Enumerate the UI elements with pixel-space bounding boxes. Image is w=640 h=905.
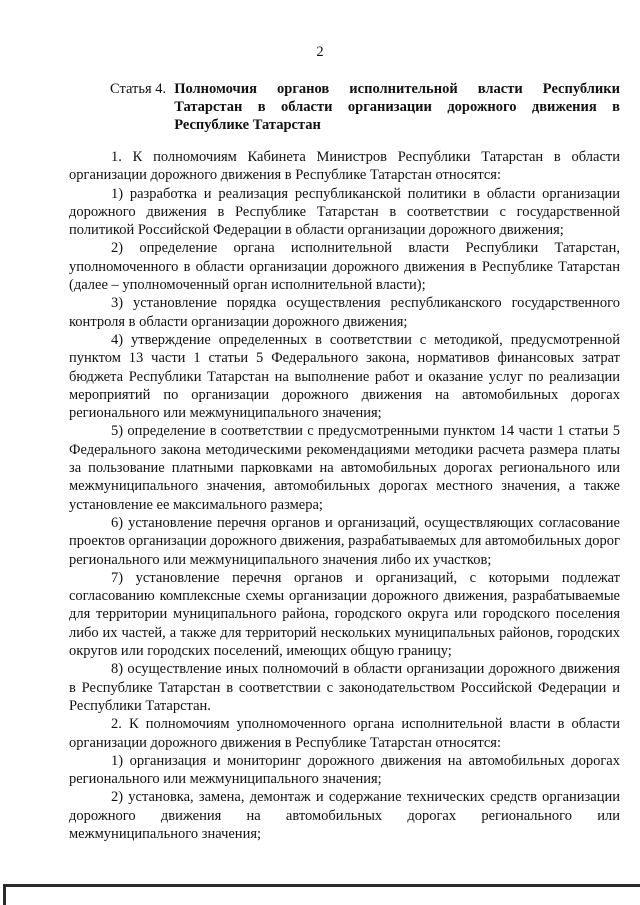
page-number: 2 — [316, 44, 324, 60]
paragraph-1-item-3: 3) установление порядка осуществления республиканского государственного контроля в области организации дорожного движения; — [69, 295, 620, 330]
scan-border — [3, 884, 640, 905]
paragraph-1-item-6: 6) установление перечня органов и организаций, осуществляющих согласование проектов организации дорожного движения, разрабатываемых для автомобильных дорог регионального или межмуниципального значения либо их участков; — [69, 514, 620, 568]
paragraph-1-item-1: 1) разработка и реализация республиканской политики в области организации дорожного движения в Республике Татарстан в соответствии с государственной политикой Российской Федерации в области организации дорожного движения; — [69, 185, 620, 239]
paragraph-2-item-1: 1) организация и мониторинг дорожного движения на автомобильных дорогах регионального или межмуниципального значения; — [69, 752, 620, 788]
paragraph-2-item-2: 2) установка, замена, демонтаж и содержание технических средств организации дорожного движения на автомобильных дорогах регионального или межмуниципального значения; — [69, 789, 620, 842]
article-label: Статья 4. — [110, 81, 167, 97]
article-heading — [110, 80, 620, 134]
article-title: Полномочия органов исполнительной власти Республики Татарстан в области организации дорожного движения в Республике Татарстан — [174, 81, 620, 133]
paragraph-1-item-2: 2) определение органа исполнительной власти Республики Татарстан, уполномоченного в области организации дорожного движения в Республике Татарстан (далее – уполномоченный орган исполнительной власти); — [69, 240, 620, 294]
article-body — [69, 148, 620, 843]
paragraph-1-item-8: 8) осуществление иных полномочий в области организации дорожного движения в Республике Татарстан в соответствии с законодательством Российской Федерации и Республики Татарстан. — [69, 661, 620, 714]
paragraph-1-item-7: 7) установление перечня органов и организаций, с которыми подлежат согласованию комплексные схемы организации дорожного движения, разрабатываемые для территории муниципального района, городского округа или городского поселения либо их частей, а также для территорий нескольких муниципальных районов, городских округов или городских поселений, имеющих общую границу; — [69, 569, 620, 660]
paragraph-1-item-4: 4) утверждение определенных в соответствии с методикой, предусмотренной пунктом 13 части 1 статьи 5 Федерального закона, нормативов финансовых затрат бюджета Республики Татарстан на выполнение работ и оказание услуг по реализации мероприятий по организации дорожного движения на автомобильных дорогах регионального или межмуниципального значения; — [69, 331, 620, 422]
paragraph-1-item-5: 5) определение в соответствии с предусмотренными пунктом 14 части 1 статьи 5 Федерального закона методическими рекомендациями методики расчета размера платы за пользование платными парковками на автомобильных дорогах регионального или межмуниципального значения, автомобильных дорогах местного значения, а также установление ее максимального размера; — [69, 423, 620, 513]
paragraph-2: 2. К полномочиям уполномоченного органа исполнительной власти в области организации дорожного движения в Республике Татарстан относятся: — [69, 716, 620, 751]
paragraph-1: 1. К полномочиям Кабинета Министров Республики Татарстан в области организации дорожного движения в Республике Татарстан относятся: — [69, 149, 620, 184]
